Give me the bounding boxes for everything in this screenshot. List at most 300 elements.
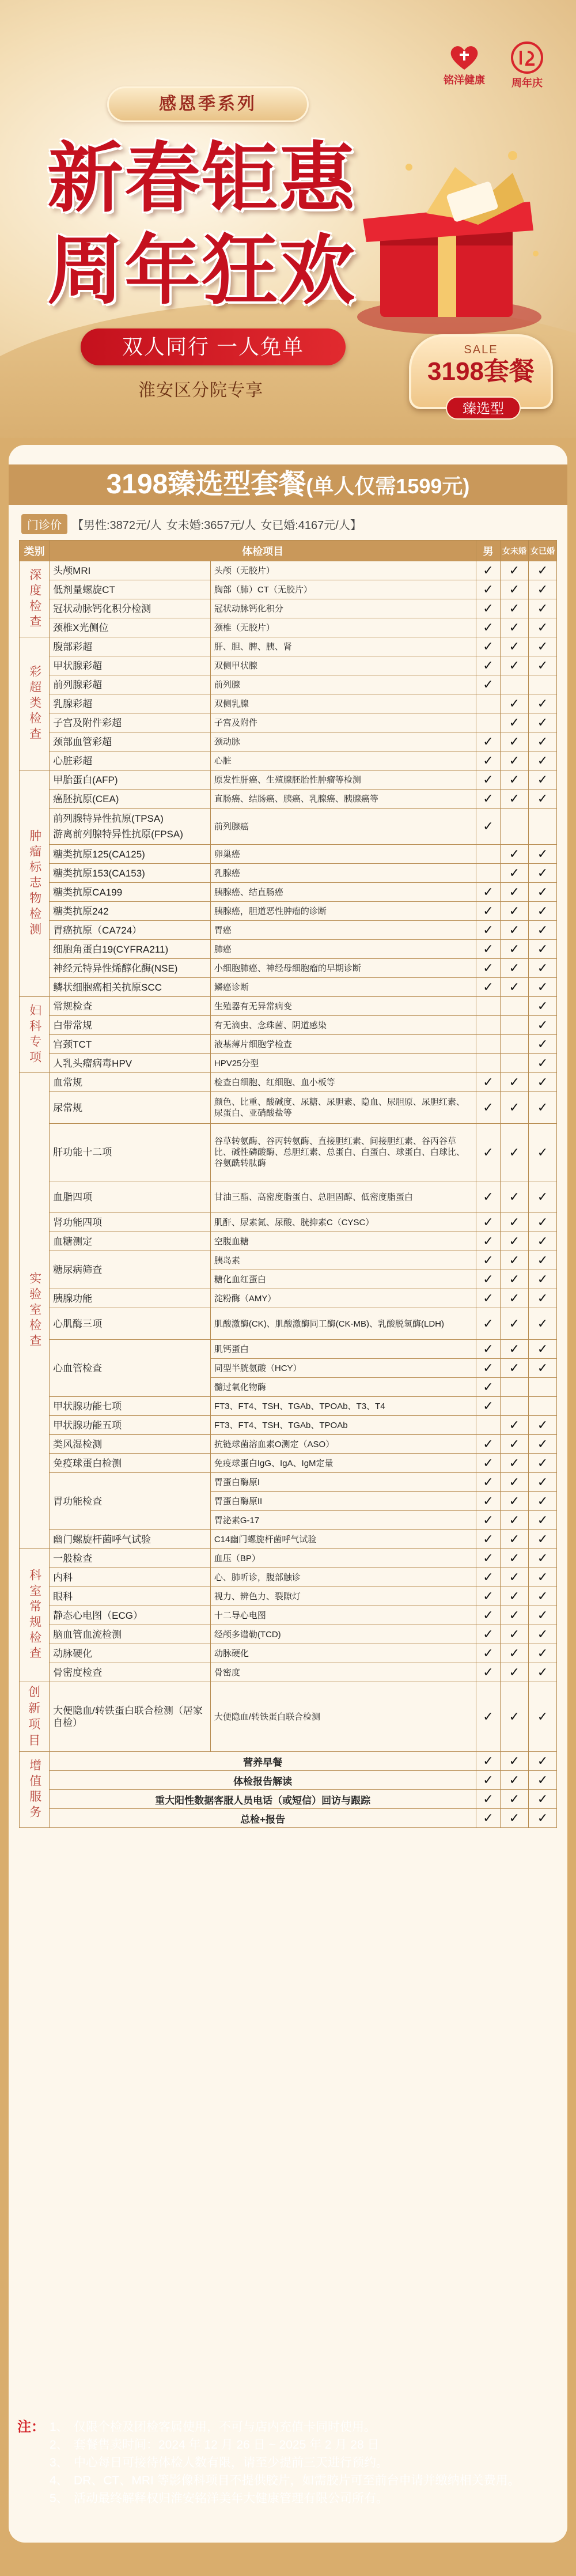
check-mark-icon: ✓ [537,1075,548,1089]
check-mark-icon: ✓ [483,1773,494,1787]
check-cell-m [476,959,501,978]
item-name: 宫颈TCT [53,1038,92,1050]
check-mark-icon: ✓ [537,1475,548,1489]
table-row [20,1530,557,1549]
note-item [50,2418,559,2436]
check-cell-fu [500,1530,528,1549]
check-cell-fm [528,1270,556,1289]
check-mark-icon: ✓ [509,1792,520,1806]
check-mark-icon: ✓ [509,847,520,861]
table-row [20,883,557,902]
item-name: 头颅MRI [53,565,91,576]
item-name: 肾功能四项 [53,1217,103,1228]
check-cell-fm [528,921,556,940]
check-mark-icon: ✓ [537,1253,548,1267]
service-cell: 营养早餐 [50,1752,476,1771]
table-row [20,1251,557,1270]
item-name: 子宫及附件彩超 [53,717,122,728]
check-mark-icon: ✓ [509,942,520,956]
check-cell-fm [528,997,556,1016]
check-cell-fm [528,713,556,732]
gift-box-icon [340,133,559,340]
item-name: 颈椎X光侧位 [53,622,109,633]
table-row [20,845,557,864]
item-cell [50,1473,211,1530]
check-mark-icon: ✓ [537,715,548,730]
check-cell-fu [500,921,528,940]
heart-logo-icon [447,43,482,72]
check-cell-fu [500,1606,528,1625]
detail-cell: 原发性肝癌、生殖腺胚胎性肿瘤等检测 [210,770,476,790]
item-name: 动脉硬化 [53,1648,93,1659]
table-row [20,1587,557,1606]
check-mark-icon: ✓ [537,658,548,673]
detail-cell: 颈动脉 [210,732,476,751]
item-cell [50,675,211,694]
item-cell [50,1435,211,1454]
check-cell-fm [528,1124,556,1181]
brand-logo-text: 铭洋健康 [444,74,485,86]
check-cell-fm [528,1606,556,1625]
check-cell-fu [500,997,528,1016]
check-cell-m [476,618,501,637]
check-cell-fm [528,809,556,845]
check-mark-icon: ✓ [509,1316,520,1331]
check-mark-icon: ✓ [509,1234,520,1248]
check-cell-m [476,1378,501,1397]
check-mark-icon: ✓ [537,1627,548,1641]
check-cell-fm [528,1054,556,1073]
item-cell [50,561,211,580]
check-cell-m [476,921,501,940]
check-mark-icon: ✓ [537,734,548,749]
item-cell [50,1181,211,1213]
detail-cell: 肌酐、尿素氮、尿酸、胱抑素C（CYSC） [210,1213,476,1232]
price-female-unmarried: 女未婚:3657元/人 [166,519,256,532]
check-mark-icon: ✓ [483,772,494,787]
check-cell-m [476,637,501,656]
check-mark-icon: ✓ [537,639,548,654]
anniversary-logo [501,40,553,90]
check-cell-fu [500,1073,528,1092]
check-cell-m [476,1232,501,1251]
note-text: 套餐售卖时间：2024 年 12 月 26 日 ~ 2025 年 2 月 28 日 [74,2438,380,2452]
check-mark-icon: ✓ [483,1456,494,1470]
note-item [50,2454,559,2472]
check-cell-fu [500,561,528,580]
check-cell-fm [528,1530,556,1549]
item-name: 静态心电图（ECG） [53,1610,143,1621]
detail-cell: 胃癌 [210,921,476,940]
check-mark-icon: ✓ [509,1589,520,1603]
item-name: 低剂量螺旋CT [53,584,115,595]
item-cell [50,790,211,809]
table-row [20,732,557,751]
check-cell-fu [500,1809,528,1828]
check-cell-m [476,675,501,694]
check-mark-icon: ✓ [537,1037,548,1051]
note-number: 3、 [50,2456,69,2469]
table-row [20,1663,557,1682]
check-mark-icon: ✓ [537,847,548,861]
brand-logo [444,43,485,87]
table-row [20,1308,557,1340]
check-cell-fu [500,1511,528,1530]
check-cell-m [476,713,501,732]
check-mark-icon: ✓ [483,1291,494,1305]
table-row [20,1435,557,1454]
check-mark-icon: ✓ [537,1291,548,1305]
check-cell-m [476,1124,501,1181]
item-name: 细胞角蛋白19(CYFRA211) [53,943,169,955]
check-mark-icon: ✓ [509,658,520,673]
check-mark-icon: ✓ [537,791,548,806]
check-cell-fm [528,1035,556,1054]
check-cell-fm [528,1644,556,1663]
item-name: 胃癌抗原（CA724） [53,924,142,936]
check-mark-icon: ✓ [483,1570,494,1584]
check-mark-icon: ✓ [509,1189,520,1204]
item-cell [50,656,211,675]
notes-list [17,2418,559,2507]
table-row [20,637,557,656]
check-cell-m [476,1359,501,1378]
item-name: 尿常规 [53,1102,83,1113]
detail-cell: 胃泌素G-17 [210,1511,476,1530]
check-cell-m [476,1016,501,1035]
detail-cell: 肝、胆、脾、胰、肾 [210,637,476,656]
check-cell-m [476,1663,501,1682]
check-mark-icon: ✓ [537,1570,548,1584]
table-row [20,1568,557,1587]
check-mark-icon: ✓ [509,1272,520,1286]
check-mark-icon: ✓ [509,715,520,730]
note-item [50,2490,559,2507]
check-mark-icon: ✓ [537,1145,548,1159]
item-cell [50,940,211,959]
item-cell [50,1016,211,1035]
check-cell-m [476,751,501,770]
item-name: 眼科 [53,1591,73,1602]
check-cell-fm [528,1340,556,1359]
check-cell-m [476,580,501,599]
check-mark-icon: ✓ [509,1437,520,1451]
check-mark-icon: ✓ [483,1475,494,1489]
check-mark-icon: ✓ [483,1665,494,1679]
check-mark-icon: ✓ [483,582,494,596]
check-cell-fu [500,1454,528,1473]
detail-cell: 生殖器有无异常病变 [210,997,476,1016]
check-mark-icon: ✓ [537,904,548,918]
check-mark-icon: ✓ [537,1551,548,1565]
check-cell-fm [528,1625,556,1644]
detail-cell: 有无滴虫、念珠菌、阴道感染 [210,1016,476,1035]
detail-cell: 头颅（无胶片） [210,561,476,580]
item-cell [50,580,211,599]
item-name: 神经元特异性烯醇化酶(NSE) [53,962,178,974]
item-name: 鳞状细胞癌相关抗原SCC [53,981,162,993]
check-mark-icon: ✓ [483,1646,494,1660]
table-row [20,599,557,618]
check-cell-fu [500,751,528,770]
check-cell-fu [500,1473,528,1492]
table-row [20,1340,557,1359]
check-mark-icon: ✓ [483,1627,494,1641]
detail-cell: 骨密度 [210,1663,476,1682]
check-mark-icon: ✓ [537,1709,548,1724]
check-mark-icon: ✓ [483,1399,494,1413]
check-mark-icon: ✓ [537,1215,548,1229]
check-mark-icon: ✓ [509,1418,520,1432]
check-cell-fu [500,1416,528,1435]
check-mark-icon: ✓ [483,1215,494,1229]
item-name: 脑血管血流检测 [53,1629,122,1640]
check-mark-icon: ✓ [537,1100,548,1115]
check-cell-fu [500,1181,528,1213]
check-cell-fm [528,1359,556,1378]
check-mark-icon: ✓ [537,1665,548,1679]
check-cell-m [476,694,501,713]
check-cell-m [476,1549,501,1568]
check-mark-icon: ✓ [537,1608,548,1622]
table-row [20,618,557,637]
detail-cell: 血压（BP） [210,1549,476,1568]
note-number: 1、 [50,2420,69,2434]
table-row [20,997,557,1016]
table-row [20,1682,557,1752]
check-mark-icon: ✓ [537,942,548,956]
check-cell-m [476,1790,501,1809]
item-name: 骨密度检查 [53,1667,103,1678]
check-mark-icon: ✓ [537,696,548,711]
table-row [20,656,557,675]
category-cell: 妇科专项 [20,997,50,1073]
item-cell [50,959,211,978]
note-number: 5、 [50,2492,69,2505]
table-row [20,864,557,883]
check-cell-fm [528,1251,556,1270]
item-cell [50,1625,211,1644]
check-cell-m [476,864,501,883]
check-cell-fu [500,902,528,921]
check-cell-fu [500,1124,528,1181]
detail-cell: 小细胞肺癌、神经母细胞瘤的早期诊断 [210,959,476,978]
table-row [20,959,557,978]
detail-cell: 乳腺癌 [210,864,476,883]
detail-cell: 十二导心电图 [210,1606,476,1625]
detail-cell: HPV25分型 [210,1054,476,1073]
check-cell-m [476,1073,501,1092]
check-cell-m [476,1587,501,1606]
check-mark-icon: ✓ [483,1608,494,1622]
detail-cell: 颈椎（无胶片） [210,618,476,637]
table-row [20,580,557,599]
check-cell-m [476,940,501,959]
check-cell-fu [500,732,528,751]
table-row [20,770,557,790]
item-cell [50,1213,211,1232]
table-row [20,1790,557,1809]
item-name: 内科 [53,1572,73,1583]
table-row [20,1416,557,1435]
check-mark-icon: ✓ [483,980,494,994]
check-mark-icon: ✓ [483,753,494,768]
check-cell-fm [528,1568,556,1587]
check-cell-fu [500,1092,528,1124]
check-cell-fu [500,1232,528,1251]
category-cell: 创新项目 [20,1682,50,1752]
check-cell-m [476,1644,501,1663]
header-female-unmarried: 女未婚 [500,541,528,561]
detail-cell: 视力、辨色力、裂隙灯 [210,1587,476,1606]
check-cell-fu [500,864,528,883]
header-category: 类别 [20,541,50,561]
item-name: 人乳头瘤病毒HPV [53,1057,132,1069]
item-cell [50,1232,211,1251]
check-cell-m [476,561,501,580]
check-cell-fu [500,883,528,902]
check-mark-icon: ✓ [537,866,548,880]
item-name: 糖类抗原242 [53,905,109,917]
check-mark-icon: ✓ [537,1342,548,1356]
detail-cell: 心、肺听诊，腹部触诊 [210,1568,476,1587]
check-mark-icon: ✓ [537,999,548,1013]
detail-cell: 颜色、比重、酸碱度、尿糖、尿胆素、隐血、尿胆原、尿胆红素、尿蛋白、亚硝酸盐等 [210,1092,476,1124]
hero-banner [0,0,576,438]
item-cell [50,770,211,790]
detail-cell: 胸部（肺）CT（无胶片） [210,580,476,599]
item-cell [50,1644,211,1663]
table-row [20,1092,557,1124]
check-mark-icon: ✓ [509,1494,520,1508]
check-cell-fm [528,1511,556,1530]
header-male: 男 [476,541,501,561]
anniversary-logo-text: 周年庆 [511,77,543,89]
item-name: 甲状腺功能七项 [53,1400,122,1412]
table-row [20,713,557,732]
table-row [20,940,557,959]
check-mark-icon: ✓ [483,1532,494,1546]
detail-cell: FT3、FT4、TSH、TGAb、TPOAb、T3、T4 [210,1397,476,1416]
check-mark-icon: ✓ [509,961,520,975]
check-cell-m [476,978,501,997]
check-mark-icon: ✓ [509,601,520,615]
check-cell-m [476,809,501,845]
check-cell-m [476,1397,501,1416]
check-mark-icon: ✓ [509,1361,520,1375]
check-mark-icon: ✓ [483,819,494,833]
item-name: 血脂四项 [53,1191,93,1203]
table-row [20,1397,557,1416]
check-mark-icon: ✓ [509,1811,520,1825]
check-mark-icon: ✓ [483,1189,494,1204]
item-cell [50,1454,211,1473]
check-mark-icon: ✓ [509,1627,520,1641]
check-cell-fu [500,694,528,713]
check-mark-icon: ✓ [483,904,494,918]
check-cell-fu [500,1682,528,1752]
check-cell-fm [528,1682,556,1752]
table-row [20,1289,557,1308]
item-name: 免疫球蛋白检测 [53,1457,122,1469]
check-cell-fu [500,978,528,997]
detail-cell: 前列腺 [210,675,476,694]
item-cell [50,883,211,902]
item-name: 白带常规 [53,1019,93,1031]
category-cell: 彩超类检查 [20,637,50,770]
detail-cell: 淀粉酶（AMY） [210,1289,476,1308]
badge-chip: 臻选型 [446,396,521,420]
check-cell-fu [500,1397,528,1416]
check-cell-m [476,1416,501,1435]
check-cell-fm [528,1587,556,1606]
check-cell-m [476,883,501,902]
item-cell [50,1073,211,1092]
check-mark-icon: ✓ [509,923,520,937]
check-cell-fu [500,618,528,637]
check-mark-icon: ✓ [509,885,520,899]
check-cell-fu [500,675,528,694]
check-cell-fu [500,1663,528,1682]
item-cell [50,1054,211,1073]
check-mark-icon: ✓ [537,582,548,596]
check-mark-icon: ✓ [483,601,494,615]
detail-cell: 大便隐血/转铁蛋白联合检测 [210,1682,476,1752]
check-cell-fu [500,1289,528,1308]
table-row [20,1752,557,1771]
check-mark-icon: ✓ [483,1437,494,1451]
item-cell [50,694,211,713]
check-cell-fm [528,1213,556,1232]
category-cell: 深度检查 [20,561,50,637]
detail-cell: 卵巢癌 [210,845,476,864]
check-cell-fm [528,1016,556,1035]
table-row [20,1606,557,1625]
check-mark-icon: ✓ [509,582,520,596]
check-mark-icon: ✓ [537,1754,548,1768]
package-badge [409,334,553,417]
table-header-row [20,541,557,561]
check-mark-icon: ✓ [483,923,494,937]
item-name: 血常规 [53,1077,83,1088]
check-mark-icon: ✓ [483,620,494,634]
table-row [20,1625,557,1644]
check-cell-fm [528,656,556,675]
check-mark-icon: ✓ [509,620,520,634]
table-row [20,1771,557,1790]
check-mark-icon: ✓ [483,1145,494,1159]
note-item [50,2472,559,2490]
check-cell-fu [500,1790,528,1809]
check-mark-icon: ✓ [483,1494,494,1508]
check-mark-icon: ✓ [483,1316,494,1331]
check-cell-fm [528,940,556,959]
check-cell-fm [528,1181,556,1213]
table-row [20,1454,557,1473]
item-name: 心血管检查 [53,1362,103,1374]
check-cell-fm [528,1473,556,1492]
item-name: 常规检查 [53,1000,93,1012]
check-cell-m [476,1213,501,1232]
check-cell-fm [528,864,556,883]
note-item [50,2436,559,2454]
check-cell-m [476,902,501,921]
table-row [20,1809,557,1828]
check-cell-fm [528,845,556,864]
item-name: 胰腺功能 [53,1293,93,1304]
check-cell-m [476,845,501,864]
category-cell: 肿瘤标志物检测 [20,770,50,997]
